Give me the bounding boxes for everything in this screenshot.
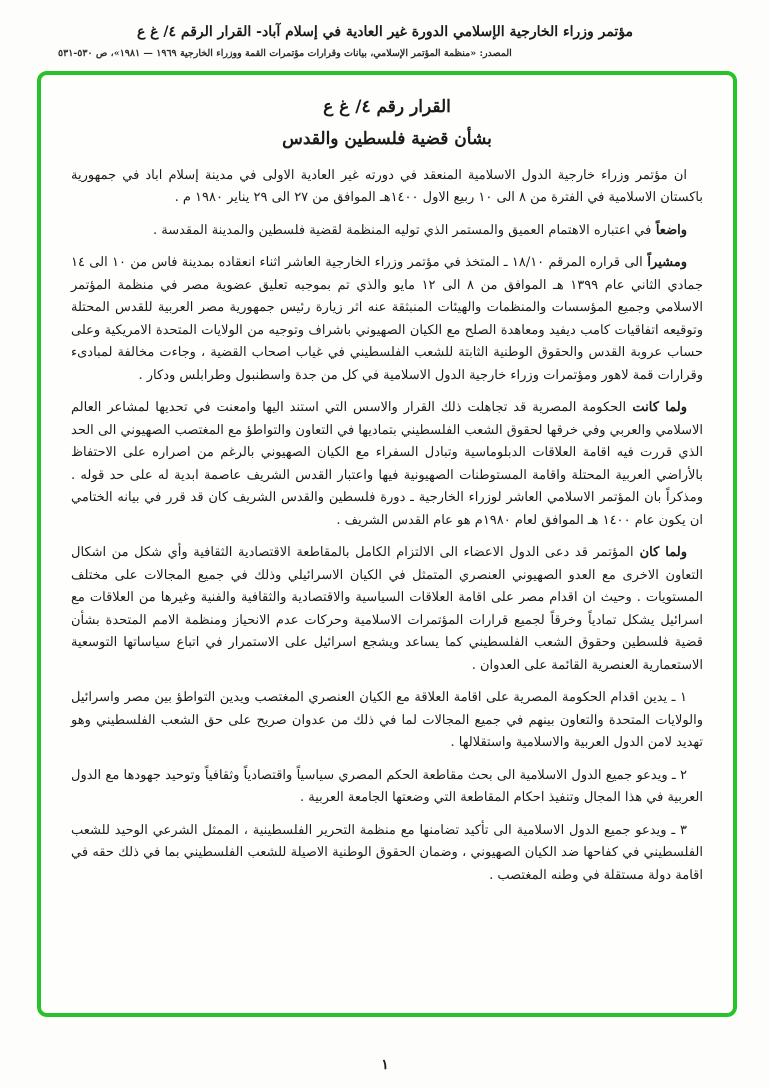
body-paragraph: ٣ ـ ويدعو جميع الدول الاسلامية الى تأكيد تضامنها مع منظمة التحرير الفلسطينية ، الممثل الشرعي الوحيد للشعب الفلسطيني في كفاحها ضد الكيان الصهيوني ، وضمان الحقوق الوطنية الاصيلة للشعب الفلسطيني بما في ذلك حقه في اقامة دولة مستقلة في وطنه المغتصب . — [71, 822, 703, 883]
body-paragraph: ولما كان المؤتمر قد دعى الدول الاعضاء الى الالتزام الكامل بالمقاطعة الاقتصادية الثقافية وأي شكل من اشكال التعاون الاخرى مع العدو الصهيوني العنصري المتمثل في الكيان الاسرائيلي وذلك في جميع المجالات على مختلف المستويات . وحيث ان اقدام مصر على اقامة العلاقات السياسية والاقتصادية والثقافية والفنية وغيرها من العلاقات مع اسرائيل يشكل تمادياً وخرقاً لجميع قرارات المؤتمرات الاسلامية وحركات عدم الانحياز ومنظمة الامم المتحدة بشأن قضية فلسطين وحقوق الشعب الفلسطيني كما يساعد ويشجع اسرائيل على الاستمرار في اتباع سياساتها التوسعية الاستعمارية العنصرية القائمة على العدوان . — [71, 545, 703, 673]
document-header — [0, 0, 770, 59]
paragraph-lead: ولما كان — [633, 545, 687, 561]
body-paragraph: ٢ ـ ويدعو جميع الدول الاسلامية الى بحث مقاطعة الحكم المصري سياسياً واقتصادياً وثقافياً وتوحيد جهودها مع الدول العربية في هذا المجال وتنفيذ احكام المقاطعة التي وضعتها الجامعة العربية . — [71, 767, 703, 806]
resolution-subject: بشأن قضية فلسطين والقدس — [282, 128, 492, 149]
header-source: المصدر: «منظمة المؤتمر الإسلامي، بيانات وقرارات مؤتمرات القمة ووزراء الخارجية ١٩٦٩ — ١٩٨١»، ص ٥٣٠-٥٣١ — [58, 47, 512, 59]
page-number: ١ — [381, 1057, 389, 1073]
header-title: مؤتمر وزراء الخارجية الإسلامي الدورة غير العادية في إسلام آباد- القرار الرقم ٤/ غ ع — [136, 24, 634, 40]
body-paragraph: ان مؤتمر وزراء خارجية الدول الاسلامية المنعقد في دورته غير العادية الاولى في مدينة إسلام اباد في جمهورية باكستان الاسلامية في الفترة من ٨ الى ١٠ ربيع الاول ١٤٠٠هـ الموافق من ٢٧ الى ٢٩ يناير ١٩٨٠ م . — [71, 167, 703, 206]
body-paragraph: واضعاً في اعتباره الاهتمام العميق والمستمر الذي توليه المنظمة لقضية فلسطين والمدينة المقدسة . — [152, 222, 687, 238]
resolution-title: القرار رقم ٤/ غ ع — [323, 96, 451, 117]
paragraph-lead: واضعاً — [651, 222, 687, 238]
resolution-frame — [37, 71, 737, 1017]
body-paragraph: ومشيراً الى قراره المرقم ١٨/١٠ ـ المتخذ في مؤتمر وزراء الخارجية العاشر اثناء انعقاده بمدينة فاس من ١٠ الى ١٤ جمادي الثاني عام ١٣٩٩ هـ الموافق من ٨ الى ١٢ مايو والذي تم بموجبه تعليق عضوية مصر في منظمة المؤتمر الاسلامي وجميع المؤسسات والمنظمات والهيئات المنبثقة عنه اثر زيارة رئيس جمهورية مصر العربية للقدس المحتلة وتوقيعه اتفاقيات كامب ديفيد ومعاهدة الصلح مع الكيان الصهيوني باشراف وتوجيه من الولايات المتحدة الامريكية وعلى حساب عروبة القدس والحقوق الوطنية الثابتة للشعب الفلسطيني في غياب اصحاب القضية ، وجاءت مخالفة لمبادىء وقرارات قمة لاهور ومؤتمرات وزراء خارجية الدول الاسلامية في كل من جدة واسطنبول وطرابلس ودكار . — [71, 255, 703, 383]
body-paragraph: ١ ـ يدين اقدام الحكومة المصرية على اقامة العلاقة مع الكيان العنصري المغتصب ويدين التواطؤ بين مصر واسرائيل والولايات المتحدة والتعاون بينهم في جميع المجالات لما في ذلك من عدوان صريح على حق الشعب الفلسطيني وهو تهديد لامن الدول العربية والاسلامية واستقلالها . — [71, 690, 703, 751]
body-paragraph: ولما كانت الحكومة المصرية قد تجاهلت ذلك القرار والاسس التي استند اليها وامعنت في تحديها لمشاعر العالم الاسلامي والعربي وفي خرقها لحقوق الشعب الفلسطيني بتماديها في التعاون والتواطؤ مع المغتصب الصهيوني الى الحد الذي قررت فيه اقامة العلاقات الدبلوماسية وتبادل السفراء مع الكيان الصهيوني بالرغم من اصراره على الاحتفاظ بالأراضي العربية المحتلة واقامة المستوطنات الصهيونية فيها واعتبار القدس الشريف عاصمة ابدية له على حد قوله . ومذكراً بان المؤتمر الاسلامي العاشر لوزراء الخارجية ـ دورة فلسطين والقدس الشريف كان قد قرر في بيانه الختامي ان يكون عام ١٤٠٠ هـ الموافق لعام ١٩٨٠م هو عام القدس الشريف . — [71, 400, 703, 528]
paragraphs-container — [71, 165, 703, 888]
paragraph-lead: ولما كانت — [626, 400, 687, 416]
paragraph-lead: ومشيراً — [642, 255, 687, 271]
